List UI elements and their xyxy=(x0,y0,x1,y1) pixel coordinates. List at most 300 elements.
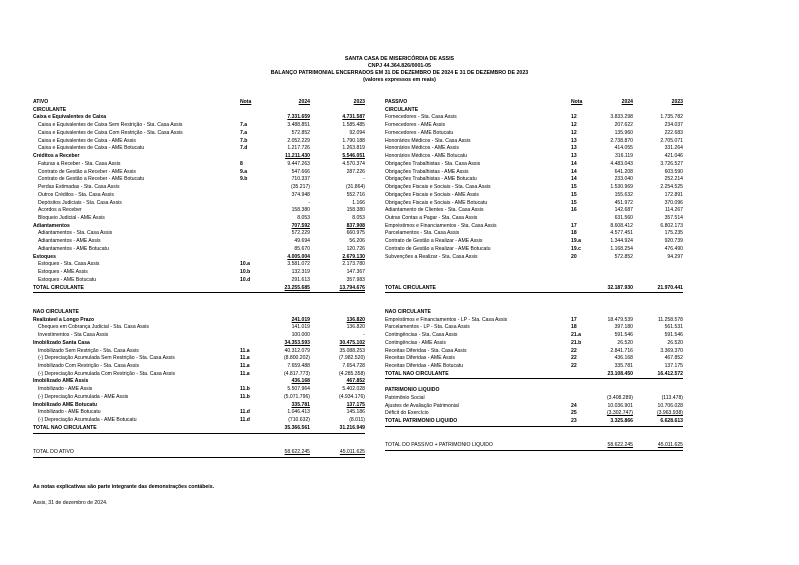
row-value-2024: 32.187.930 xyxy=(607,284,633,291)
row-value-2024: 316.119 xyxy=(614,153,633,160)
row-value-2023: 137.175 xyxy=(346,401,365,408)
row-value-2024: 241.019 xyxy=(291,316,310,323)
row-label: Acordos a Receber xyxy=(38,207,82,214)
row-value-2024: 58.622.245 xyxy=(607,442,633,449)
report-subtitle: (valores expressos em reais) xyxy=(363,77,436,83)
ativo-row xyxy=(33,99,365,107)
row-value-2023: 8.053 xyxy=(352,215,365,222)
row-note: 10.b xyxy=(240,269,251,276)
passivo-row xyxy=(385,293,683,301)
row-value-2023: 114.267 xyxy=(664,207,683,214)
passivo-row xyxy=(385,363,683,371)
row-value-2023: 252.214 xyxy=(664,176,683,183)
row-value-2024: 631.560 xyxy=(614,215,633,222)
row-value-2023: 2023 xyxy=(353,99,365,105)
row-value-2024: 8.053 xyxy=(297,215,310,222)
passivo-row xyxy=(385,355,683,363)
ativo-row xyxy=(33,348,365,356)
row-label: Honorários Médicos - AME Botucatu xyxy=(385,153,468,160)
row-value-2023: 45.011.625 xyxy=(339,449,365,456)
row-label: Imobilizado - AME Assis xyxy=(38,386,93,393)
row-value-2023: 7.654.728 xyxy=(342,362,365,369)
row-label: Ajustes de Avaliação Patrimonial xyxy=(385,402,459,409)
row-label: Créditos a Receber xyxy=(33,153,80,160)
row-value-2024: (35.217) xyxy=(291,184,310,191)
row-label: Contrato de Gestão a Receber - AME Assis xyxy=(38,168,136,175)
row-value-2023: (8.011) xyxy=(349,417,365,424)
row-value-2024: 2.052.229 xyxy=(287,137,310,144)
row-value-2024: 34.353.593 xyxy=(284,339,310,346)
row-label: Investimentos - Sta Casa Assis xyxy=(38,332,109,339)
row-label: Contingências - AME Assis xyxy=(385,339,446,346)
ativo-row xyxy=(33,441,365,449)
row-value-2024: 1.046.413 xyxy=(287,409,310,416)
row-value-2023: 1.585.485 xyxy=(342,122,365,129)
row-label: Caixa e Equivalentes de Caixa - AME Botucatu xyxy=(38,145,145,152)
row-label: Estoques - AME Botucatu xyxy=(38,276,97,283)
passivo-row xyxy=(385,395,683,403)
row-value-2024: 374.948 xyxy=(291,191,310,198)
row-value-2024: 2.841.716 xyxy=(610,347,633,354)
row-value-2024: (4.817.773) xyxy=(283,370,310,377)
row-value-2024: 23.108.450 xyxy=(607,370,633,377)
row-note: 15 xyxy=(571,191,577,198)
row-value-2024: 451.972 xyxy=(614,199,633,206)
row-label: Receitas Diferidas - Sta. Casa Assis xyxy=(385,347,467,354)
passivo-row xyxy=(385,340,683,348)
row-value-2023: 287.226 xyxy=(346,168,365,175)
passivo-row xyxy=(385,207,683,215)
row-note: 7.a xyxy=(240,129,248,136)
row-note: Nota xyxy=(571,99,583,105)
ativo-row xyxy=(33,285,365,294)
row-label: Caixa e Equivalentes de Caixa xyxy=(33,114,107,121)
row-value-2023: 31.216.949 xyxy=(339,424,365,431)
row-value-2024: 35.366.561 xyxy=(284,424,310,431)
entity-cnpj: CNPJ 44.364.826/0001-05 xyxy=(367,63,432,69)
row-value-2024: 1.168.254 xyxy=(610,245,633,252)
row-value-2024: 2.738.870 xyxy=(610,137,633,144)
row-label: Adiantamentos xyxy=(33,222,70,229)
row-value-2024: 135.960 xyxy=(614,129,633,136)
row-note: 15 xyxy=(571,184,577,191)
row-label: Subvenções a Realizar - Sta. Casa Assis xyxy=(385,253,478,260)
ativo-row xyxy=(33,371,365,379)
row-label: TOTAL CIRCULANTE xyxy=(33,284,84,291)
ativo-table xyxy=(33,99,365,458)
row-value-2023: 2023 xyxy=(671,99,683,105)
ativo-row xyxy=(33,340,365,348)
row-label: Imobilizado - AME Botucatu xyxy=(38,409,101,416)
row-value-2023: 2.254.525 xyxy=(660,184,683,191)
row-note: 15 xyxy=(571,199,577,206)
row-value-2024: 100.000 xyxy=(291,332,310,339)
row-label: TOTAL PATRIMÔNIO LÍQUIDO xyxy=(385,418,458,425)
row-value-2023: 147.367 xyxy=(346,269,365,276)
row-value-2023: 357.514 xyxy=(664,215,683,222)
passivo-row xyxy=(385,161,683,169)
row-value-2024: 641.208 xyxy=(614,168,633,175)
row-value-2023: 234.037 xyxy=(664,122,683,129)
row-value-2024: 2024 xyxy=(298,99,310,105)
row-value-2023: 1.790.188 xyxy=(342,137,365,144)
ativo-row xyxy=(33,317,365,325)
row-label: Faturas a Receber - Sta. Casa Assis xyxy=(38,160,121,167)
passivo-row xyxy=(385,261,683,269)
ativo-row xyxy=(33,332,365,340)
row-note: 12 xyxy=(571,122,577,129)
report-title: BALANÇO PATRIMONIAL ENCERRADOS EM 31 DE DEZEMBRO DE 2024 E 31 DE DEZEMBRO DE 2023 xyxy=(270,70,529,76)
row-note: 11.a xyxy=(240,362,250,369)
row-value-2023: 4.570.374 xyxy=(342,160,365,167)
row-value-2023: 2.173.780 xyxy=(342,261,365,268)
row-value-2024: 132.319 xyxy=(291,269,310,276)
ativo-row xyxy=(33,254,365,262)
row-value-2023: 21.970.441 xyxy=(657,284,683,291)
passivo-row xyxy=(385,410,683,418)
row-note: 12 xyxy=(571,129,577,136)
row-note: 14 xyxy=(571,176,577,183)
row-label: Imobilizado AME Botucatu xyxy=(33,401,98,408)
passivo-row xyxy=(385,442,683,451)
row-label: Fornecedores - AME Botucatu xyxy=(385,129,454,136)
row-value-2024: 3.581.072 xyxy=(287,261,310,268)
ativo-row xyxy=(33,269,365,277)
passivo-row xyxy=(385,332,683,340)
row-label: Fornecedores - AME Assis xyxy=(385,122,446,129)
row-label: Patrimônio Social xyxy=(385,394,425,401)
row-value-2023: 837.908 xyxy=(346,222,365,229)
row-label: Caixa e Equivalentes de Caixa Sem Restrição - Sta. Casa Assis xyxy=(38,122,183,129)
place-date: Assis, 31 de dezembro de 2024. xyxy=(33,500,108,506)
report-header xyxy=(0,56,799,84)
ativo-row xyxy=(33,378,365,386)
row-label: NÃO CIRCULANTE xyxy=(385,308,431,315)
row-label: Obrigações Fiscais e Sociais - Sta. Casa Assis xyxy=(385,184,491,191)
row-value-2024: 3.833.298 xyxy=(610,114,633,121)
row-value-2024: 58.622.245 xyxy=(284,449,310,456)
row-value-2023: 2.705.071 xyxy=(660,137,683,144)
row-value-2023: 136.820 xyxy=(346,324,365,331)
row-label: Honorários Médicos - AME Assis xyxy=(385,145,459,152)
row-value-2024: 1.530.969 xyxy=(610,184,633,191)
row-value-2023: 11.258.578 xyxy=(657,316,683,323)
row-label: Bloqueio Judicial - AME Assis xyxy=(38,215,105,222)
ativo-row xyxy=(33,301,365,309)
row-label: Contingências - Sta. Casa Assis xyxy=(385,332,458,339)
ativo-row xyxy=(33,417,365,425)
row-value-2023: 476.490 xyxy=(664,245,683,252)
row-label: Contrato de Gestão a Realizar - AME Assis xyxy=(385,238,483,245)
row-label: Imobilizado Santa Casa xyxy=(33,339,90,346)
row-label: Imobilizado Sem Restrição - Sta. Casa Assis xyxy=(38,347,139,354)
row-label: Adiantamentos - Sta. Casa Assis xyxy=(38,230,113,237)
row-value-2024: 572.852 xyxy=(291,129,310,136)
row-value-2024: 207.622 xyxy=(614,122,633,129)
row-value-2024: 26.520 xyxy=(617,339,633,346)
row-value-2023: 92.094 xyxy=(349,129,365,136)
row-label: Depósitos Judiciais - Sta. Casa Assis xyxy=(38,199,122,206)
row-value-2024: 8.608.412 xyxy=(610,222,633,229)
passivo-row xyxy=(385,387,683,395)
row-value-2023: (113.478) xyxy=(661,394,683,401)
row-value-2024: 291.613 xyxy=(291,276,310,283)
ativo-row xyxy=(33,122,365,130)
row-value-2023: 2.679.130 xyxy=(342,253,365,260)
ativo-row xyxy=(33,293,365,301)
row-value-2023: - xyxy=(363,176,365,183)
ativo-row xyxy=(33,309,365,317)
row-value-2023: 137.175 xyxy=(664,362,683,369)
row-value-2023: 10.706.028 xyxy=(657,402,683,409)
row-note: 17 xyxy=(571,222,577,229)
ativo-row xyxy=(33,200,365,208)
ativo-row xyxy=(33,402,365,410)
row-note: 14 xyxy=(571,160,577,167)
row-label: TOTAL NÃO CIRCULANTE xyxy=(385,370,449,377)
ativo-row xyxy=(33,277,365,285)
row-label: Caixa e Equivalentes de Caixa - AME Assis xyxy=(38,137,136,144)
row-note: 10.d xyxy=(240,276,251,283)
row-label: Receitas Diferidas - AME Botucatu xyxy=(385,362,464,369)
row-value-2023: 30.475.102 xyxy=(339,339,365,346)
row-note: 12 xyxy=(571,114,577,121)
row-value-2023: 660.975 xyxy=(346,230,365,237)
row-note: 20 xyxy=(571,253,577,260)
ativo-row xyxy=(33,207,365,215)
row-label: TOTAL CIRCULANTE xyxy=(385,284,436,291)
passivo-row xyxy=(385,435,683,443)
row-value-2023: 45.011.625 xyxy=(657,442,683,449)
row-label: Adiantamentos - AME Botucatu xyxy=(38,245,109,252)
row-label: PASSIVO xyxy=(385,99,408,105)
row-value-2024: 11.211.430 xyxy=(285,153,310,160)
ativo-row xyxy=(33,107,365,115)
row-label: Imobilizado AME Assis xyxy=(33,378,89,385)
row-value-2023: (7.982.520) xyxy=(338,355,365,362)
row-label: Déficit do Exercício xyxy=(385,410,429,417)
entity-name: SANTA CASA DE MISERICÓRDIA DE ASSIS xyxy=(344,56,455,62)
row-label: NÃO CIRCULANTE xyxy=(33,308,79,315)
passivo-row xyxy=(385,176,683,184)
passivo-row xyxy=(385,379,683,387)
row-label: Perdas Estimadas - Sta. Casa Assis xyxy=(38,184,120,191)
ativo-row xyxy=(33,223,365,231)
row-label: (-) Depreciação Acumulada Sem Restrição - Sta. Casa Assis xyxy=(38,355,175,362)
passivo-row xyxy=(385,215,683,223)
row-note: 19.c xyxy=(571,245,581,252)
row-value-2023: (4.934.176) xyxy=(338,393,365,400)
row-label: PATRIMÔNIO LÍQUIDO xyxy=(385,387,440,394)
row-value-2023: 222.683 xyxy=(664,129,683,136)
row-value-2024: 4.483.043 xyxy=(610,160,633,167)
row-value-2024: 436.168 xyxy=(614,355,633,362)
row-label: CIRCULANTE xyxy=(33,106,67,113)
row-value-2024: 335.781 xyxy=(291,401,310,408)
passivo-row xyxy=(385,317,683,325)
row-note: 11.a xyxy=(240,347,250,354)
row-value-2024: (710.632) xyxy=(288,417,310,424)
ativo-row xyxy=(33,215,365,223)
row-value-2024: 547.666 xyxy=(291,168,310,175)
row-note: Nota xyxy=(240,99,252,105)
row-value-2024: 397.180 xyxy=(614,324,633,331)
row-label: Adiantamentos - AME Assis xyxy=(38,238,101,245)
row-label: (-) Depreciação Acumulada - AME Assis xyxy=(38,393,129,400)
row-value-2024: 707.592 xyxy=(291,222,310,229)
row-note: 14 xyxy=(571,168,577,175)
row-value-2024: 155.632 xyxy=(614,191,633,198)
row-note: 11.a xyxy=(240,370,250,377)
row-value-2023: 5.546.051 xyxy=(342,153,365,160)
row-note: 18 xyxy=(571,230,577,237)
row-label: (-) Depreciação Acumulada - AME Botucatu xyxy=(38,417,137,424)
passivo-row xyxy=(385,230,683,238)
row-value-2023: 370.096 xyxy=(664,199,683,206)
passivo-row xyxy=(385,107,683,115)
row-label: Contrato de Gestão a Receber - AME Botucatu xyxy=(38,176,145,183)
row-label: Estoques - AME Assis xyxy=(38,269,88,276)
row-note: 13 xyxy=(571,137,577,144)
row-note: 7.b xyxy=(240,137,248,144)
passivo-row xyxy=(385,324,683,332)
ativo-row xyxy=(33,394,365,402)
row-note: 11.b xyxy=(240,393,250,400)
row-note: 23 xyxy=(571,418,577,425)
ativo-row xyxy=(33,138,365,146)
row-label: CIRCULANTE xyxy=(385,106,419,113)
passivo-row xyxy=(385,277,683,285)
row-label: TOTAL DO ATIVO xyxy=(33,449,74,456)
row-label: Empréstimos e Financiamentos - Sta. Casa Assis xyxy=(385,222,497,229)
row-note: 22 xyxy=(571,362,577,369)
row-value-2024: (3.408.289) xyxy=(606,394,633,401)
row-value-2023: 920.739 xyxy=(664,238,683,245)
row-value-2023: 56.206 xyxy=(349,238,365,245)
passivo-row xyxy=(385,99,683,107)
row-value-2024: 233.040 xyxy=(614,176,633,183)
row-value-2023: 13.794.676 xyxy=(339,284,365,291)
passivo-row xyxy=(385,114,683,122)
passivo-row xyxy=(385,122,683,130)
passivo-row xyxy=(385,246,683,254)
row-label: Cheques em Cobrança Judicial - Sta. Casa Assis xyxy=(38,324,149,331)
row-value-2024: (3.302.747) xyxy=(606,410,633,417)
row-value-2024: (8.800.202) xyxy=(283,355,310,362)
passivo-row xyxy=(385,309,683,317)
passivo-row xyxy=(385,145,683,153)
passivo-row xyxy=(385,200,683,208)
row-value-2023: 591.546 xyxy=(664,332,683,339)
row-label: Caixa e Equivalentes de Caixa Com Restrição - Sta. Casa Assis xyxy=(38,129,183,136)
row-value-2024: - xyxy=(308,199,310,206)
row-value-2024: 2024 xyxy=(621,99,633,105)
row-value-2024: 1.217.726 xyxy=(287,145,310,152)
row-value-2023: 421.046 xyxy=(664,153,683,160)
passivo-row xyxy=(385,285,683,294)
row-value-2023: 175.235 xyxy=(664,230,683,237)
row-value-2023: 4.731.587 xyxy=(342,114,365,121)
row-note: 22 xyxy=(571,355,577,362)
ativo-row xyxy=(33,363,365,371)
ativo-row xyxy=(33,230,365,238)
row-label: Obrigações Trabalhistas - AME Botucatu xyxy=(385,176,477,183)
ativo-row xyxy=(33,246,365,254)
passivo-row xyxy=(385,223,683,231)
row-note: 11.d xyxy=(240,417,250,424)
passivo-row xyxy=(385,130,683,138)
row-value-2023: 136.820 xyxy=(346,316,365,323)
row-label: TOTAL NÃO CIRCULANTE xyxy=(33,424,97,431)
row-value-2023: 6.802.173 xyxy=(660,222,683,229)
passivo-table xyxy=(385,99,683,451)
row-note: 17 xyxy=(571,316,577,323)
row-label: Adiantamento de Clientes - Sta. Casa Assis xyxy=(385,207,484,214)
ativo-row xyxy=(33,261,365,269)
footnote: As notas explicativas são parte integrante das demonstrações contábeis. xyxy=(33,484,215,490)
passivo-row xyxy=(385,348,683,356)
ativo-row xyxy=(33,355,365,363)
row-label: Realizável a Longo Prazo xyxy=(33,316,95,323)
row-note: 8 xyxy=(240,160,243,167)
ativo-row xyxy=(33,184,365,192)
row-value-2023: 1.166 xyxy=(352,199,365,206)
row-value-2023: 467.852 xyxy=(664,355,683,362)
row-value-2023: 6.628.613 xyxy=(660,418,683,425)
row-note: 25 xyxy=(571,410,577,417)
row-note: 18 xyxy=(571,324,577,331)
row-label: Obrigações Trabalhistas - Sta. Casa Assis xyxy=(385,160,481,167)
row-note: 7.a xyxy=(240,122,248,129)
row-label: Parcelamentos - LP - Sta. Casa Assis xyxy=(385,324,470,331)
row-value-2024: 49.694 xyxy=(294,238,310,245)
row-value-2023: 26.520 xyxy=(667,339,683,346)
row-note: 21.a xyxy=(571,332,581,339)
row-note: 11.a xyxy=(240,355,250,362)
row-value-2024: 4.577.451 xyxy=(610,230,633,237)
ativo-row xyxy=(33,434,365,442)
ativo-row xyxy=(33,153,365,161)
row-value-2023: 603.590 xyxy=(664,168,683,175)
row-value-2023: 172.891 xyxy=(664,191,683,198)
row-note: 13 xyxy=(571,153,577,160)
row-value-2024: 7.331.659 xyxy=(287,114,310,121)
row-label: ATIVO xyxy=(33,99,49,105)
row-value-2024: 10.036.901 xyxy=(607,402,633,409)
row-value-2023: 331.264 xyxy=(664,145,683,152)
row-note: 11.d xyxy=(240,409,250,416)
row-value-2024: 5.507.964 xyxy=(287,386,310,393)
row-value-2023: 94.297 xyxy=(667,253,683,260)
row-value-2024: 591.546 xyxy=(614,332,633,339)
passivo-row xyxy=(385,254,683,262)
passivo-row xyxy=(385,269,683,277)
row-label: Parcelamentos - Sta. Casa Assis xyxy=(385,230,460,237)
row-value-2023: (4.285.358) xyxy=(338,370,365,377)
row-label: Outras Contas a Pagar - Sta. Casa Assis xyxy=(385,215,478,222)
row-value-2024: 4.005.004 xyxy=(287,253,310,260)
row-value-2024: 141.019 xyxy=(291,324,310,331)
row-note: 21.b xyxy=(571,339,582,346)
ativo-row xyxy=(33,176,365,184)
row-label: Obrigações Fiscais e Sociais - AME Botucatu xyxy=(385,199,488,206)
row-note: 16 xyxy=(571,207,577,214)
row-label: Estoques - Sta. Casa Assis xyxy=(38,261,100,268)
passivo-row xyxy=(385,301,683,309)
row-label: Estoques xyxy=(33,253,56,260)
row-value-2024: 3.325.866 xyxy=(610,418,633,425)
row-value-2024: 158.380 xyxy=(291,207,310,214)
